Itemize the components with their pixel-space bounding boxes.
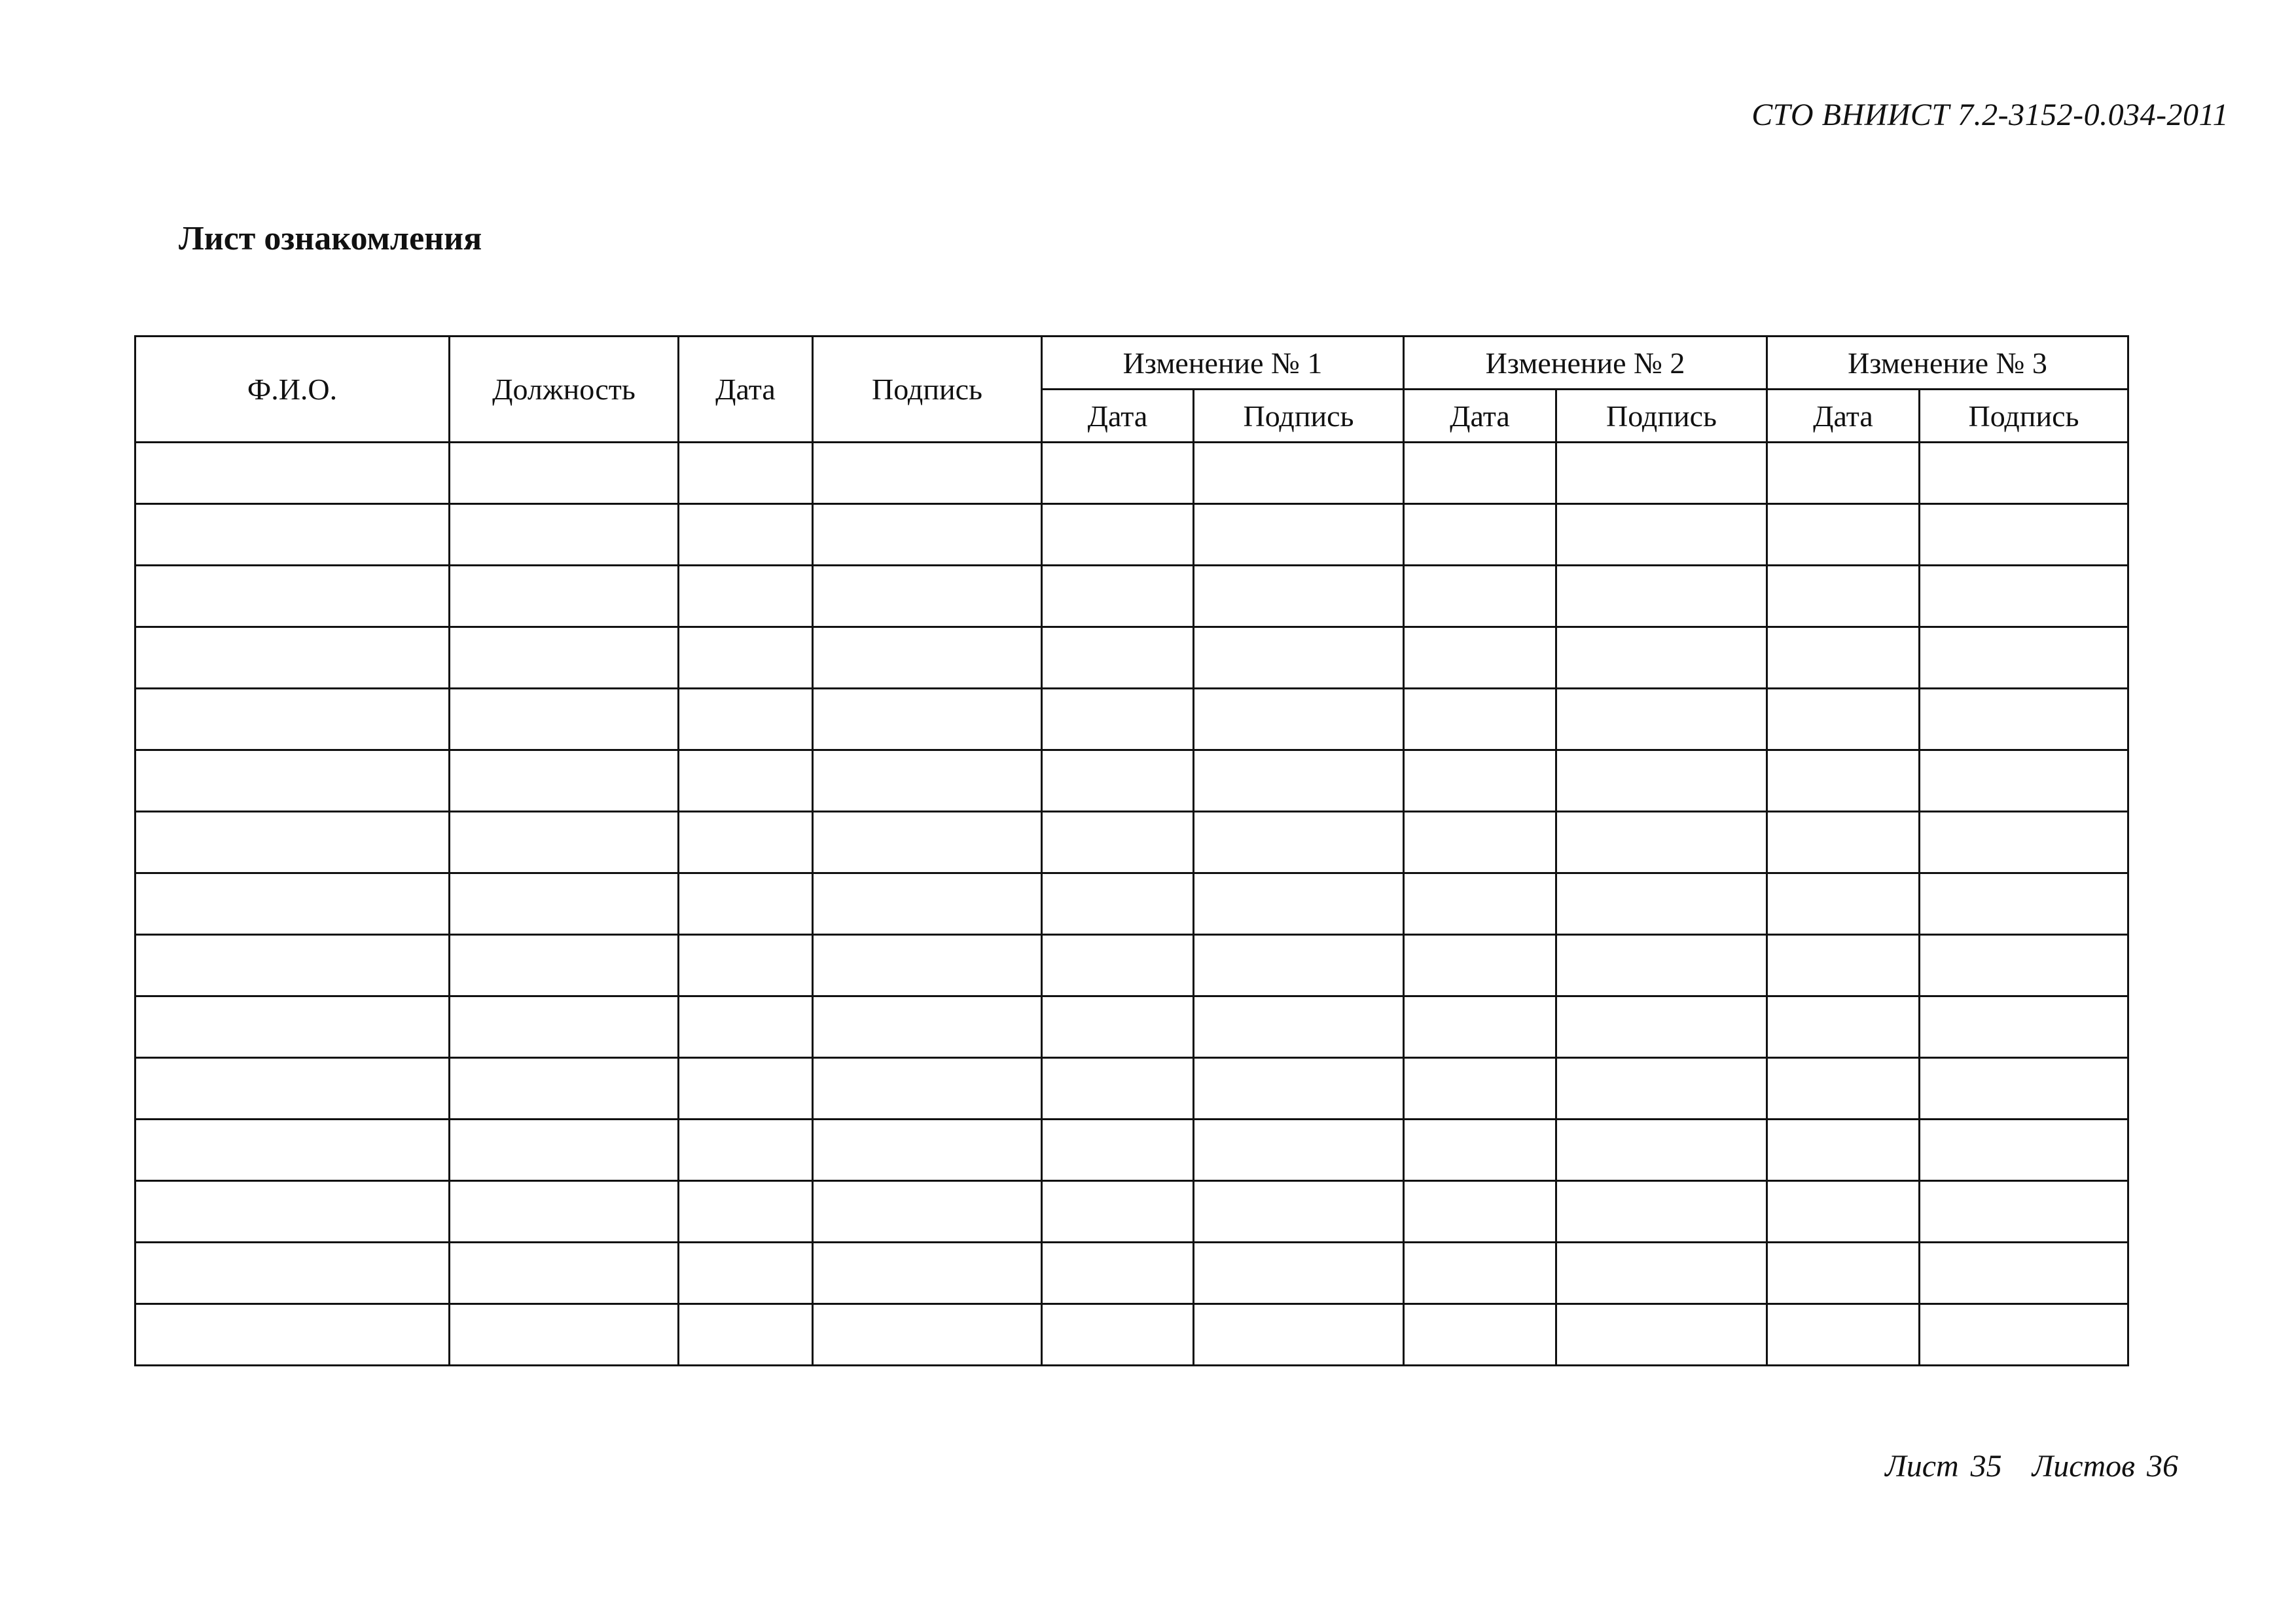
table-cell bbox=[1767, 627, 1920, 689]
table-cell bbox=[679, 1243, 813, 1304]
table-cell bbox=[1404, 504, 1556, 566]
table-cell bbox=[135, 566, 450, 627]
table-cell bbox=[1920, 750, 2128, 812]
table-cell bbox=[1194, 1120, 1404, 1181]
table-cell bbox=[1042, 1304, 1194, 1366]
table-cell bbox=[1920, 689, 2128, 750]
table-cell bbox=[1556, 1120, 1767, 1181]
table-cell bbox=[135, 443, 450, 504]
header-position: Должность bbox=[450, 337, 679, 443]
table-cell bbox=[1404, 1120, 1556, 1181]
table-row bbox=[135, 996, 2128, 1058]
table-cell bbox=[813, 935, 1042, 996]
table-cell bbox=[1404, 1304, 1556, 1366]
table-cell bbox=[135, 627, 450, 689]
table-cell bbox=[135, 504, 450, 566]
header-change-1-signature: Подпись bbox=[1194, 390, 1404, 443]
table-row bbox=[135, 689, 2128, 750]
table-cell bbox=[1194, 443, 1404, 504]
table-row bbox=[135, 504, 2128, 566]
table-row bbox=[135, 873, 2128, 935]
table-cell bbox=[1042, 627, 1194, 689]
table-cell bbox=[1042, 873, 1194, 935]
table-cell bbox=[679, 504, 813, 566]
table-cell bbox=[813, 627, 1042, 689]
table-cell bbox=[1404, 812, 1556, 873]
table-cell bbox=[1042, 996, 1194, 1058]
table-cell bbox=[450, 566, 679, 627]
table-cell bbox=[1404, 443, 1556, 504]
table-cell bbox=[679, 689, 813, 750]
table-cell bbox=[1920, 996, 2128, 1058]
table-cell bbox=[813, 1058, 1042, 1120]
table-cell bbox=[1194, 812, 1404, 873]
table-cell bbox=[1042, 566, 1194, 627]
header-change-3-signature: Подпись bbox=[1920, 390, 2128, 443]
table-cell bbox=[1042, 750, 1194, 812]
header-change-1: Изменение № 1 bbox=[1042, 337, 1404, 390]
table-cell bbox=[450, 1181, 679, 1243]
table-cell bbox=[1404, 750, 1556, 812]
header-full-name: Ф.И.О. bbox=[135, 337, 450, 443]
table-cell bbox=[1404, 566, 1556, 627]
table-row bbox=[135, 750, 2128, 812]
header-date: Дата bbox=[679, 337, 813, 443]
table-row bbox=[135, 1243, 2128, 1304]
table-cell bbox=[1194, 566, 1404, 627]
table-row bbox=[135, 566, 2128, 627]
table-cell bbox=[813, 750, 1042, 812]
table-cell bbox=[1920, 566, 2128, 627]
table-cell bbox=[1404, 873, 1556, 935]
table-cell bbox=[135, 689, 450, 750]
table-cell bbox=[1556, 1181, 1767, 1243]
table-cell bbox=[813, 873, 1042, 935]
table-cell bbox=[679, 812, 813, 873]
header-row-top bbox=[135, 337, 2128, 390]
table-cell bbox=[1767, 689, 1920, 750]
table-cell bbox=[813, 566, 1042, 627]
table-cell bbox=[1042, 1181, 1194, 1243]
table-cell bbox=[1042, 1120, 1194, 1181]
header-change-2: Изменение № 2 bbox=[1404, 337, 1767, 390]
table-row bbox=[135, 1304, 2128, 1366]
table-body bbox=[135, 443, 2128, 1366]
table-cell bbox=[1767, 935, 1920, 996]
table-cell bbox=[135, 935, 450, 996]
table-cell bbox=[1556, 504, 1767, 566]
table-cell bbox=[1556, 812, 1767, 873]
table-cell bbox=[1920, 443, 2128, 504]
table-row bbox=[135, 935, 2128, 996]
table-cell bbox=[1194, 1243, 1404, 1304]
table-cell bbox=[1404, 935, 1556, 996]
table-cell bbox=[1556, 443, 1767, 504]
table-row bbox=[135, 1181, 2128, 1243]
table-cell bbox=[450, 1243, 679, 1304]
table-cell bbox=[1042, 812, 1194, 873]
table-cell bbox=[1767, 1243, 1920, 1304]
page-title: Лист ознакомления bbox=[179, 220, 482, 257]
table-cell bbox=[1767, 1181, 1920, 1243]
header-change-2-signature: Подпись bbox=[1556, 390, 1767, 443]
table-cell bbox=[679, 935, 813, 996]
table-cell bbox=[679, 996, 813, 1058]
table-cell bbox=[679, 873, 813, 935]
table-cell bbox=[1404, 996, 1556, 1058]
table-cell bbox=[813, 504, 1042, 566]
table-cell bbox=[450, 812, 679, 873]
table-cell bbox=[1920, 504, 2128, 566]
table-cell bbox=[450, 627, 679, 689]
table-cell bbox=[135, 1304, 450, 1366]
table-cell bbox=[1767, 873, 1920, 935]
table-cell bbox=[1920, 1120, 2128, 1181]
table-cell bbox=[135, 1120, 450, 1181]
table-cell bbox=[1042, 689, 1194, 750]
table-cell bbox=[1194, 935, 1404, 996]
table-cell bbox=[1042, 935, 1194, 996]
table-cell bbox=[1767, 812, 1920, 873]
table-cell bbox=[813, 443, 1042, 504]
table-cell bbox=[1920, 812, 2128, 873]
table-cell bbox=[1042, 504, 1194, 566]
table-cell bbox=[679, 1058, 813, 1120]
table-cell bbox=[1920, 935, 2128, 996]
table-cell bbox=[450, 689, 679, 750]
table-cell bbox=[813, 812, 1042, 873]
table-cell bbox=[813, 996, 1042, 1058]
table-row bbox=[135, 812, 2128, 873]
table-cell bbox=[813, 1181, 1042, 1243]
sheet-number: Лист 35 bbox=[1885, 1449, 2002, 1484]
table-cell bbox=[1920, 627, 2128, 689]
table-cell bbox=[1767, 504, 1920, 566]
table-cell bbox=[135, 1181, 450, 1243]
table-cell bbox=[1920, 1181, 2128, 1243]
table-cell bbox=[135, 1058, 450, 1120]
table-cell bbox=[1194, 627, 1404, 689]
document-code: СТО ВНИИСТ 7.2-3152-0.034-2011 bbox=[1751, 98, 2229, 132]
table-cell bbox=[679, 1181, 813, 1243]
table-cell bbox=[450, 1120, 679, 1181]
table-cell bbox=[135, 750, 450, 812]
table-cell bbox=[1042, 443, 1194, 504]
table-row bbox=[135, 1058, 2128, 1120]
acknowledgement-table bbox=[134, 335, 2129, 1366]
table-cell bbox=[1404, 1058, 1556, 1120]
table-cell bbox=[1194, 750, 1404, 812]
table-cell bbox=[1194, 1058, 1404, 1120]
table-cell bbox=[450, 750, 679, 812]
table-cell bbox=[135, 996, 450, 1058]
table-cell bbox=[135, 1243, 450, 1304]
table-cell bbox=[1404, 689, 1556, 750]
table-cell bbox=[1767, 750, 1920, 812]
table-cell bbox=[679, 750, 813, 812]
table-cell bbox=[1194, 1181, 1404, 1243]
table-cell bbox=[1556, 750, 1767, 812]
table-cell bbox=[450, 1304, 679, 1366]
table-cell bbox=[1767, 566, 1920, 627]
table-cell bbox=[450, 935, 679, 996]
table-cell bbox=[1920, 1243, 2128, 1304]
table-row bbox=[135, 627, 2128, 689]
table-cell bbox=[450, 873, 679, 935]
table-cell bbox=[1404, 1181, 1556, 1243]
table-cell bbox=[1556, 996, 1767, 1058]
table-cell bbox=[450, 996, 679, 1058]
table-cell bbox=[679, 627, 813, 689]
table-cell bbox=[679, 1120, 813, 1181]
header-change-3-date: Дата bbox=[1767, 390, 1920, 443]
table-cell bbox=[1194, 996, 1404, 1058]
table-cell bbox=[1556, 566, 1767, 627]
header-change-1-date: Дата bbox=[1042, 390, 1194, 443]
header-change-3: Изменение № 3 bbox=[1767, 337, 2128, 390]
table-cell bbox=[1920, 1304, 2128, 1366]
table-cell bbox=[1194, 1304, 1404, 1366]
table-cell bbox=[1404, 1243, 1556, 1304]
sheet-total: Листов 36 bbox=[2032, 1449, 2178, 1484]
table-cell bbox=[1767, 996, 1920, 1058]
table-cell bbox=[450, 443, 679, 504]
table-cell bbox=[1767, 1120, 1920, 1181]
table-cell bbox=[813, 1243, 1042, 1304]
table-cell bbox=[1556, 627, 1767, 689]
table-cell bbox=[813, 1120, 1042, 1181]
table-cell bbox=[1556, 1243, 1767, 1304]
table-cell bbox=[1556, 689, 1767, 750]
table-cell bbox=[679, 1304, 813, 1366]
header-change-2-date: Дата bbox=[1404, 390, 1556, 443]
table-cell bbox=[450, 1058, 679, 1120]
table-cell bbox=[1556, 873, 1767, 935]
table-cell bbox=[1767, 443, 1920, 504]
table-cell bbox=[813, 689, 1042, 750]
table-cell bbox=[813, 1304, 1042, 1366]
table-cell bbox=[1042, 1058, 1194, 1120]
table-cell bbox=[1194, 873, 1404, 935]
table-cell bbox=[135, 812, 450, 873]
table-row bbox=[135, 1120, 2128, 1181]
table-cell bbox=[679, 566, 813, 627]
table-cell bbox=[1556, 1058, 1767, 1120]
table-row bbox=[135, 443, 2128, 504]
page-footer bbox=[1885, 1448, 2178, 1484]
table-cell bbox=[135, 873, 450, 935]
table-cell bbox=[1920, 873, 2128, 935]
table-cell bbox=[450, 504, 679, 566]
table-cell bbox=[1767, 1058, 1920, 1120]
table-cell bbox=[1404, 627, 1556, 689]
table-cell bbox=[1767, 1304, 1920, 1366]
table-cell bbox=[1042, 1243, 1194, 1304]
table-cell bbox=[1556, 935, 1767, 996]
table-cell bbox=[1194, 689, 1404, 750]
table-cell bbox=[1920, 1058, 2128, 1120]
table-cell bbox=[1556, 1304, 1767, 1366]
header-signature: Подпись bbox=[813, 337, 1042, 443]
table-cell bbox=[679, 443, 813, 504]
table-cell bbox=[1194, 504, 1404, 566]
